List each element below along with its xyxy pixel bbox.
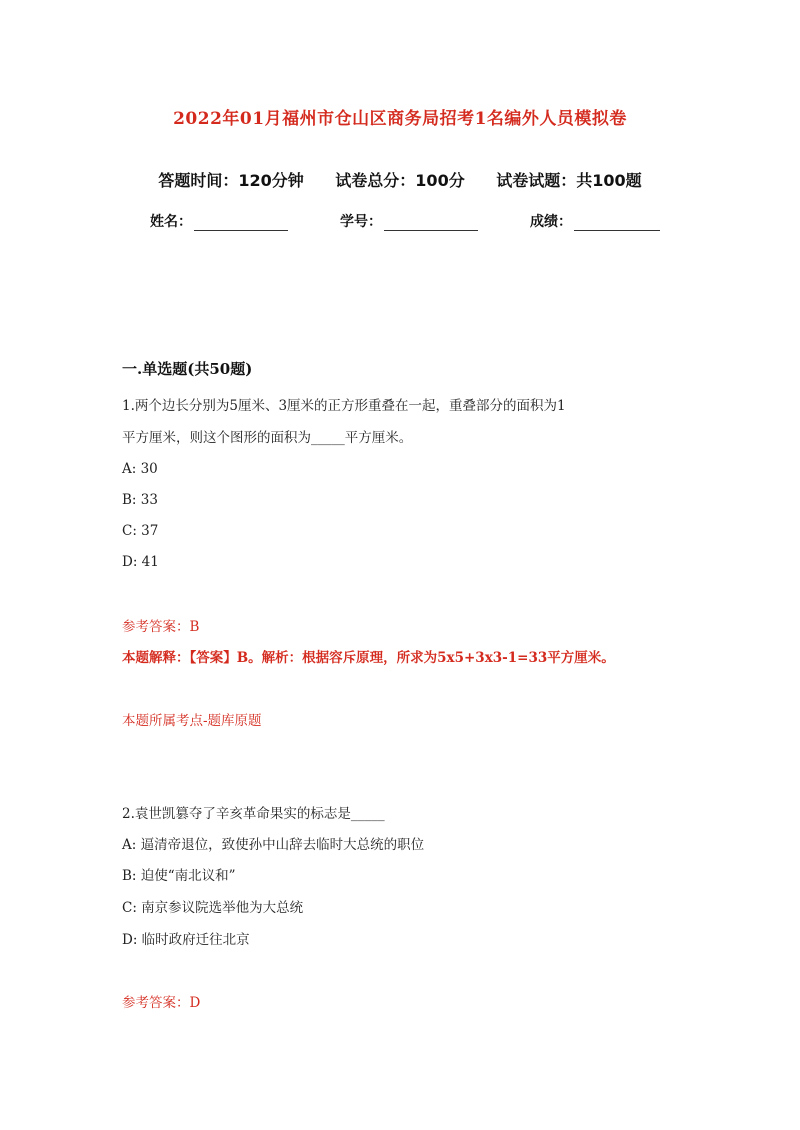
name-field	[150, 211, 288, 231]
question-1-topic: 本题所属考点-题库原题	[122, 713, 262, 729]
question-1-answer: 参考答案：B	[122, 619, 200, 635]
question-2-stem-line-1: 2.袁世凯篡夺了辛亥革命果实的标志是_____	[122, 806, 385, 822]
exam-total-score: 试卷总分：100分	[335, 171, 465, 190]
exam-meta	[0, 168, 800, 191]
question-1-stem-line-2: 平方厘米，则这个图形的面积为_____平方厘米。	[122, 430, 413, 446]
id-blank	[384, 216, 478, 231]
name-label: 姓名：	[150, 214, 192, 230]
question-2-option-d: D: 临时政府迁往北京	[122, 932, 250, 948]
name-blank	[194, 216, 288, 231]
question-1-option-a: A: 30	[122, 461, 158, 477]
id-field	[340, 211, 478, 231]
question-1-stem-line-1: 1.两个边长分别为5厘米、3厘米的正方形重叠在一起，重叠部分的面积为1	[122, 398, 566, 414]
question-2-option-a: A: 逼清帝退位，致使孙中山辞去临时大总统的职位	[122, 837, 425, 853]
document-title: 2022年01月福州市仓山区商务局招考1名编外人员模拟卷	[173, 109, 627, 129]
score-blank	[574, 216, 660, 231]
id-label: 学号：	[340, 214, 382, 230]
exam-time: 答题时间：120分钟	[158, 171, 304, 190]
section-title: 一.单选题(共50题)	[122, 360, 253, 378]
question-1-option-c: C: 37	[122, 523, 159, 539]
question-1-option-b: B: 33	[122, 492, 158, 508]
question-2-option-b: B: 迫使“南北议和”	[122, 868, 236, 884]
question-1-explanation: 本题解释：【答案】B。解析：根据容斥原理，所求为5x5+3x3-1=33平方厘米。	[122, 650, 615, 666]
question-1-option-d: D: 41	[122, 554, 159, 570]
score-label: 成绩：	[530, 214, 572, 230]
score-field	[530, 211, 660, 231]
exam-question-count: 试卷试题：共100题	[496, 171, 642, 190]
question-2-option-c: C: 南京参议院选举他为大总统	[122, 900, 304, 916]
question-2-answer: 参考答案：D	[122, 995, 201, 1011]
